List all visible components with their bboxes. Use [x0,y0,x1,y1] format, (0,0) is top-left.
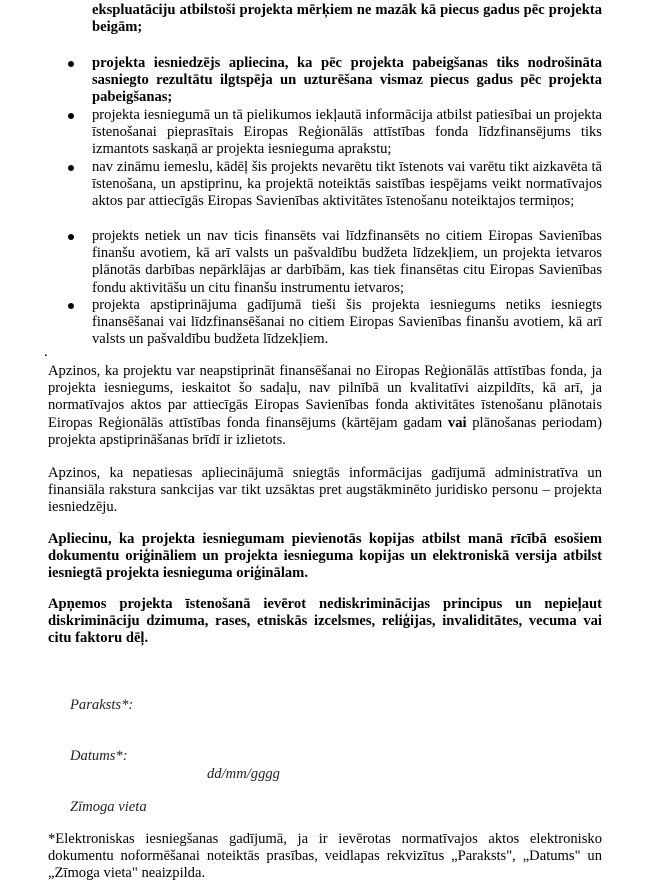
bullet-dot-icon [68,303,74,309]
stamp-label: Zīmoga vieta [70,799,147,815]
bullet-text: projekts netiek un nav ticis finansēts vai līdzfinansēts no citiem Eiropas Savienības finanšu avotiem, kā arī valsts un pašvaldību budžeta līdzekļiem, un projekta ietvaros plānotās darbības nepārklājas ar darbībām, kas tiek finansētas citu Eiropas Savienības fondu aktivitāšu un citu finanšu instrumentu ietvaros; [92,228,602,296]
bullet-item [64,107,602,159]
bullet-item [64,228,602,297]
date-label: Datums*: [70,748,128,764]
signature-label: Paraksts*: [70,697,134,713]
paragraph-sanctions-notice: Apzinos, ka nepatiesas apliecinājumā sniegtās informācijas gadījumā administratīva un finansiāla rakstura sankcijas var tikt uzsāktas pret augstākminēto juridisko personu – projekta iesniedzēju. [48,465,602,516]
bullet-continuation [64,2,602,36]
bullet-text: projekta apstiprinājuma gadījumā tieši šis projekta iesniegums netiks iesniegts finansēšanai vai līdzfinansēšanai no citiem Eiropas Savienības finanšu avotiem, kā arī valsts un pašvaldību budžeta līdzekļiem. [92,297,602,348]
paragraph-nondiscrimination-commitment: Apņemos projekta īstenošanā ievērot nediskriminācijas principus un nepieļaut diskrimināciju dzimuma, rases, etniskās izcelsmes, reliģijas, invaliditātes, vecuma vai citu faktoru dēļ. [48,596,602,647]
bullet-text: nav zināmu iemeslu, kādēļ šis projekts nevarētu tikt īstenots vai varētu tikt aizkavēta tā īstenošana, un apstiprinu, ka projektā noteiktās saistības iespējams veikt normatīvajos aktos par attiecīgās Eiropas Savienības aktivitātes īstenošanu noteiktajos termiņos; [92,159,602,210]
bullet-dot-icon [68,165,74,171]
bullet-item [64,297,602,349]
bullet-text: ekspluatāciju atbilstoši projekta mērķiem ne mazāk kā piecus gadus pēc projekta beigām; [92,2,602,36]
bullet-text: projekta iesniegumā un tā pielikumos iekļautā informācija atbilst patiesībai un projekta īstenošanai pieprasītais Eiropas Reģionālās attīstības fonda līdzfinansējums tiks izmantots saskaņā ar projekta iesnieguma aprakstu; [92,107,602,158]
paragraph-rejection-notice [48,363,602,449]
paragraph-copies-confirmation: Apliecinu, ka projekta iesniegumam pievienotās kopijas atbilst manā rīcībā esošiem dokumentu oriģināliem un projekta iesnieguma kopijas un elektroniskā versija atbilst iesniegtā projekta iesnieguma oriģinālam. [48,531,602,582]
bullet-item [64,159,602,211]
bullet-item [64,55,602,107]
paragraph-bold-text: vai [447,414,467,431]
bullet-dot-icon [68,234,74,240]
bullet-dot-icon [68,113,74,119]
paragraph-text: plānošanas periodam) projekta apstiprināšanas brīdī ir izlietots. [48,414,602,448]
paragraph-text: Apzinos, ka projektu var neapstiprināt finansēšanai no Eiropas Reģionālās attīstības fonda, ja projekta iesniegums, ieskaitot šo sadaļu, nav pilnībā un kvalitatīvi aizpildīts, kā arī, ja normatīvajos aktos par attiecīgās Eiropas Savienības fonda aktivitātes īstenošanu plānotais Eiropas Reģionālās attīstības fonda finansējums (kārtējam gadam [48,363,602,431]
bullet-dot-icon [68,61,74,67]
stray-dot: . [44,344,48,360]
footnote: *Elektroniskas iesniegšanas gadījumā, ja ir ievērotas normatīvajos aktos elektronisko dokumentu noformēšanai noteiktās prasības, veidlapas rekvizītus „Paraksts", „Datums" un „Zīmoga vieta" neaizpilda. [48,831,602,882]
date-format-hint: dd/mm/gggg [207,766,280,782]
bullet-text: projekta iesniedzējs apliecina, ka pēc projekta pabeigšanas tiks nodrošināta sasniegto rezultātu ilgtspēja un uzturēšana vismaz piecus gadus pēc projekta pabeigšanas; [92,55,602,106]
